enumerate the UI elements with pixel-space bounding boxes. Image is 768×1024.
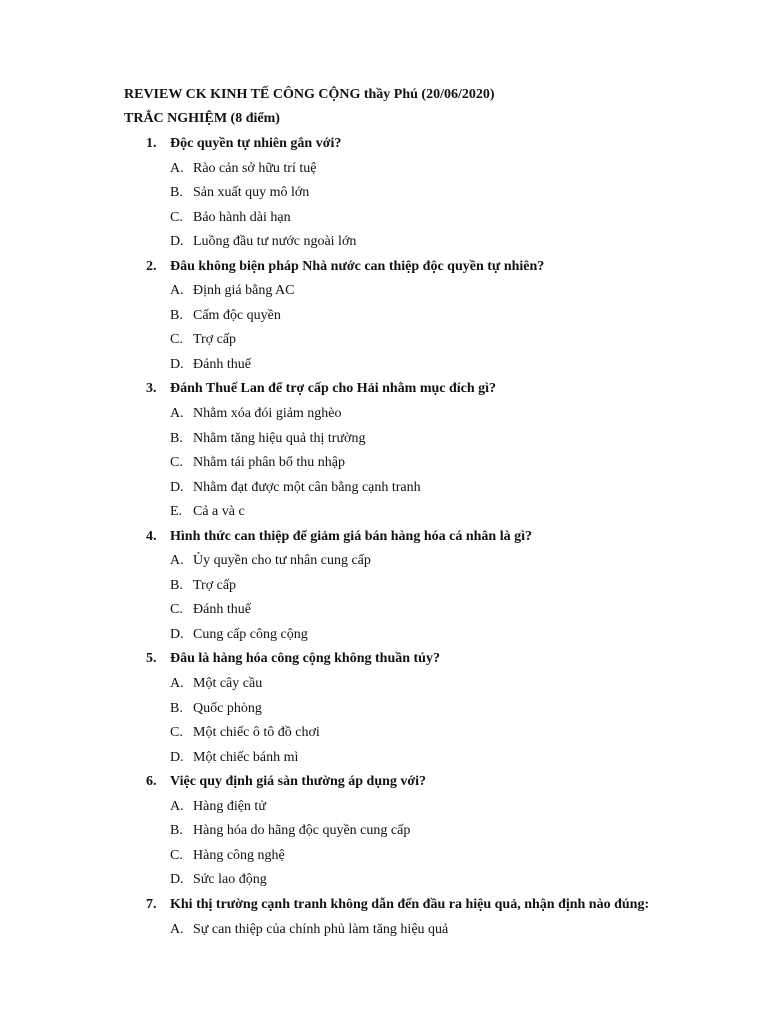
option-letter: A. (170, 921, 184, 937)
option-letter: D. (170, 356, 184, 372)
answer-option (170, 598, 746, 623)
option-letter: B. (170, 577, 183, 593)
question-7 (146, 893, 746, 942)
option-text: Nhằm tăng hiệu quả thị trường (193, 430, 366, 446)
question-stem (146, 132, 746, 157)
answer-option (170, 304, 746, 329)
answer-option (170, 353, 746, 378)
answer-option (170, 206, 746, 231)
document-header (124, 83, 495, 131)
option-text: Trợ cấp (193, 332, 237, 348)
option-text: Nhằm tái phân bổ thu nhập (193, 455, 346, 471)
option-text: Một cây cầu (193, 676, 263, 692)
option-letter: D. (170, 626, 184, 642)
answer-option (170, 279, 746, 304)
option-letter: C. (170, 847, 183, 863)
option-text: Ủy quyền cho tư nhân cung cấp (193, 553, 371, 569)
option-letter: A. (170, 553, 184, 569)
question-number: 7. (146, 896, 157, 912)
option-letter: C. (170, 209, 183, 225)
answer-option (170, 721, 746, 746)
question-text: Hình thức can thiệp để giảm giá bán hàng hóa cá nhân là gì? (170, 528, 532, 544)
answer-option (170, 868, 746, 893)
question-stem (146, 893, 746, 918)
question-text: Việc quy định giá sàn thường áp dụng với? (170, 774, 427, 790)
question-3 (146, 377, 746, 524)
option-text: Hàng điện tử (193, 798, 266, 814)
option-letter: B. (170, 700, 183, 716)
answer-option (170, 549, 746, 574)
option-text: Đánh thuế (193, 356, 251, 372)
answer-option (170, 230, 746, 255)
option-text: Cung cấp công cộng (193, 626, 308, 642)
option-text: Sự can thiệp của chính phủ làm tăng hiệu quả (193, 921, 449, 937)
question-text: Đâu là hàng hóa công cộng không thuần túy? (170, 651, 440, 667)
option-letter: A. (170, 283, 184, 299)
question-number: 3. (146, 381, 157, 397)
answer-option (170, 451, 746, 476)
option-letter: E. (170, 504, 183, 520)
option-text: Nhằm đạt được một cân bằng cạnh tranh (193, 479, 421, 495)
question-4 (146, 525, 746, 648)
question-6 (146, 770, 746, 893)
question-number: 1. (146, 136, 157, 151)
answer-option (170, 181, 746, 206)
option-letter: B. (170, 185, 183, 201)
answer-option (170, 328, 746, 353)
option-letter: D. (170, 234, 184, 250)
question-text: Khi thị trường cạnh tranh không dẫn đến đầu ra hiệu quả, nhận định nào đúng: (170, 896, 650, 912)
option-letter: D. (170, 479, 184, 495)
option-letter: A. (170, 798, 184, 814)
answer-option (170, 844, 746, 869)
question-text: Đánh Thuế Lan để trợ cấp cho Hải nhằm mục đích gì? (170, 381, 497, 397)
answer-option (170, 746, 746, 771)
question-number: 4. (146, 528, 157, 544)
question-number: 6. (146, 774, 157, 790)
answer-option (170, 157, 746, 182)
section-heading: TRẮC NGHIỆM (8 điểm) (124, 111, 280, 126)
question-text: Độc quyền tự nhiên gắn với? (170, 136, 342, 151)
answer-option (170, 574, 746, 599)
option-text: Cả a và c (193, 504, 245, 520)
answer-option (170, 918, 746, 943)
question-text: Đâu không biện pháp Nhà nước can thiệp độc quyền tự nhiên? (170, 258, 545, 274)
option-text: Hàng công nghệ (193, 847, 285, 863)
answer-option (170, 402, 746, 427)
answer-option (170, 476, 746, 501)
question-number: 2. (146, 258, 157, 274)
option-letter: A. (170, 160, 184, 176)
option-letter: D. (170, 749, 184, 765)
option-letter: A. (170, 406, 184, 422)
option-letter: B. (170, 823, 183, 839)
option-text: Hàng hóa do hãng độc quyền cung cấp (193, 823, 411, 839)
option-text: Bảo hành dài hạn (193, 209, 291, 225)
question-stem (146, 647, 746, 672)
question-number: 5. (146, 651, 157, 667)
option-letter: C. (170, 725, 183, 741)
answer-option (170, 697, 746, 722)
option-text: Một chiếc ô tô đồ chơi (193, 725, 320, 741)
answer-option (170, 623, 746, 648)
option-text: Quốc phòng (193, 700, 262, 716)
option-letter: C. (170, 455, 183, 471)
answer-option (170, 795, 746, 820)
question-2 (146, 255, 746, 378)
option-text: Một chiếc bánh mì (193, 749, 299, 765)
option-text: Đánh thuế (193, 602, 251, 618)
question-1 (146, 132, 746, 255)
question-list (146, 132, 746, 942)
option-text: Luồng đầu tư nước ngoài lớn (193, 234, 357, 250)
option-letter: A. (170, 676, 184, 692)
option-letter: B. (170, 307, 183, 323)
option-text: Sức lao động (193, 872, 267, 888)
question-stem (146, 377, 746, 402)
question-5 (146, 647, 746, 770)
question-stem (146, 255, 746, 280)
question-stem (146, 770, 746, 795)
option-text: Rào cản sở hữu trí tuệ (193, 160, 317, 176)
question-stem (146, 525, 746, 550)
document-title: REVIEW CK KINH TẾ CÔNG CỘNG thầy Phú (20/06/2020) (124, 87, 495, 102)
answer-option (170, 819, 746, 844)
option-text: Trợ cấp (193, 577, 237, 593)
option-text: Định giá bằng AC (193, 283, 295, 299)
answer-option (170, 500, 746, 525)
answer-option (170, 672, 746, 697)
answer-option (170, 427, 746, 452)
option-text: Nhằm xóa đói giảm nghèo (193, 406, 342, 422)
option-letter: C. (170, 602, 183, 618)
option-letter: D. (170, 872, 184, 888)
option-letter: C. (170, 332, 183, 348)
option-text: Cấm độc quyền (193, 307, 281, 323)
option-letter: B. (170, 430, 183, 446)
option-text: Sản xuất quy mô lớn (193, 185, 310, 201)
